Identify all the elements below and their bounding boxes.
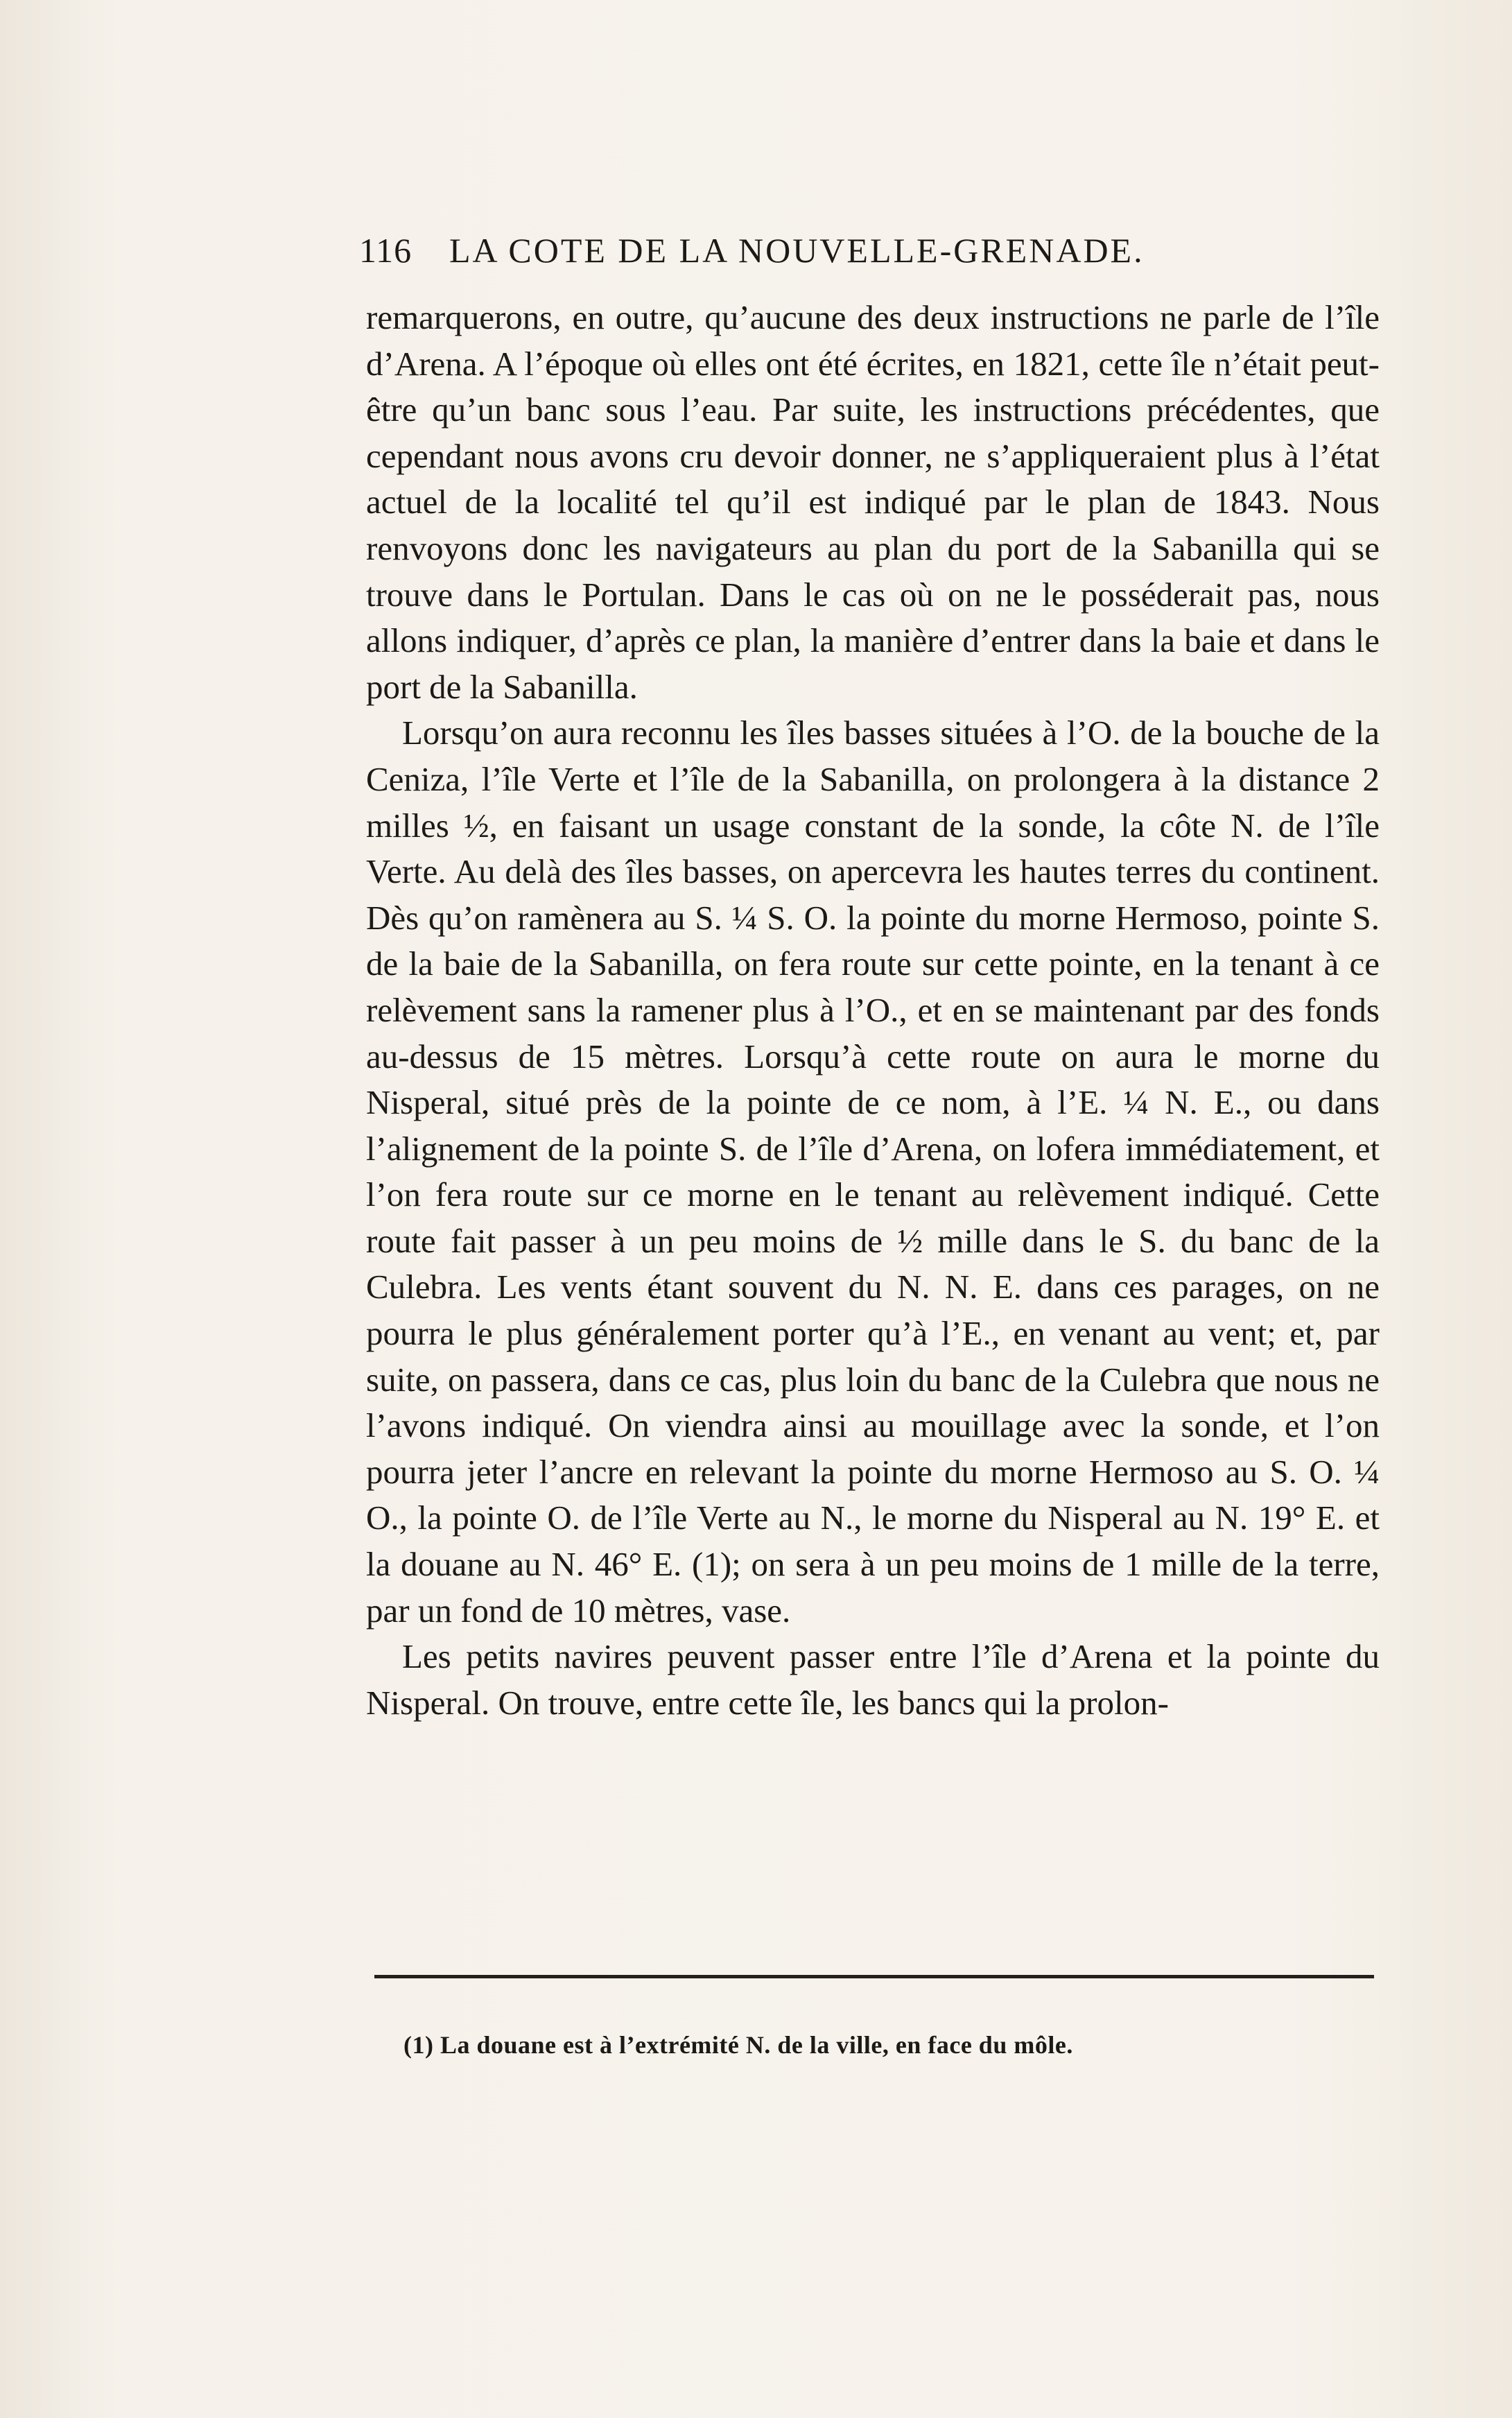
- footnote-rule: [374, 1975, 1374, 1978]
- paragraph-1: remarquerons, en outre, qu’aucune des deux instructions ne parle de l’île d’Arena. A l’époque où elles ont été écrites, en 1821, cette île n’était peut-être qu’un banc sous l’eau. Par suite, les instructions précédentes, que cependant nous avons cru devoir donner, ne s’appliqueraient plus à l’état actuel de la localité tel qu’il est indiqué par le plan de 1843. Nous renvoyons donc les navigateurs au plan du port de la Sabanilla qui se trouve dans le Portulan. Dans le cas où on ne le posséderait pas, nous allons indiquer, d’après ce plan, la manière d’entrer dans la baie et dans le port de la Sabanilla.: [366, 298, 1380, 706]
- body-text: [366, 295, 1380, 1726]
- running-title: LA COTE DE LA NOUVELLE-GRENADE.: [449, 231, 1145, 270]
- paragraph-2: Lorsqu’on aura reconnu les îles basses situées à l’O. de la bouche de la Ceniza, l’île Verte et l’île de la Sabanilla, on prolongera à la distance 2 milles ½, en faisant un usage constant de la sonde, la côte N. de l’île Verte. Au delà des îles basses, on apercevra les hautes terres du continent. Dès qu’on ramènera au S. ¼ S. O. la pointe du morne Hermoso, pointe S. de la baie de la Sabanilla, on fera route sur cette pointe, en la tenant à ce relèvement sans la ramener plus à l’O., et en se maintenant par des fonds au-dessus de 15 mètres. Lorsqu’à cette route on aura le morne du Nisperal, situé près de la pointe de ce nom, à l’E. ¼ N. E., ou dans l’alignement de la pointe S. de l’île d’Arena, on lofera immédiatement, et l’on fera route sur ce morne en le tenant au relèvement indiqué. Cette route fait passer à un peu moins de ½ mille dans le S. du banc de la Culebra. Les vents étant souvent du N. N. E. dans ces parages, on ne pourra le plus généralement porter qu’à l’E., en venant au vent; et, par suite, on passera, dans ce cas, plus loin du banc de la Culebra que nous ne l’avons indiqué. On viendra ainsi au mouillage avec la sonde, et l’on pourra jeter l’ancre en relevant la pointe du morne Hermoso au S. O. ¼ O., la pointe O. de l’île Verte au N., le morne du Nisperal au N. 19° E. et la douane au N. 46° E. (1); on sera à un peu moins de 1 mille de la terre, par un fond de 10 mètres, vase.: [366, 714, 1380, 1630]
- page-number: 116: [359, 231, 412, 270]
- paragraph-3: Les petits navires peuvent passer entre l’île d’Arena et la pointe du Nisperal. On trouve, entre cette île, les bancs qui la prolon-: [366, 1637, 1380, 1722]
- page-header: [359, 230, 1378, 279]
- footnote: (1) La douane est à l’extrémité N. de la ville, en face du môle.: [403, 2031, 1073, 2059]
